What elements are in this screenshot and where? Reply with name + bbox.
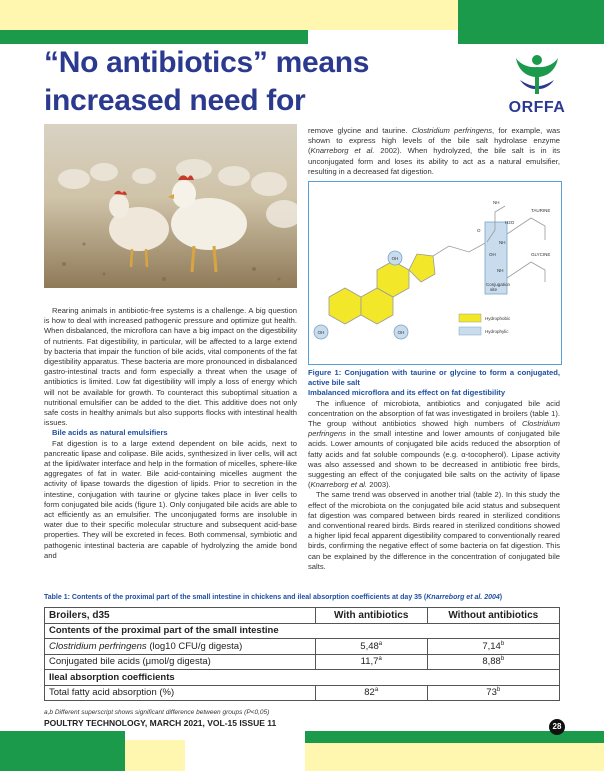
value: 7,14 [482, 640, 501, 652]
value-cell [315, 639, 427, 655]
species-name: Clostridium perfringens [411, 126, 493, 135]
oh-label: OH [397, 330, 405, 335]
table-row [45, 639, 560, 655]
table-section-row [45, 670, 560, 686]
nh-label: NH [493, 200, 500, 205]
o-label: O [477, 228, 481, 233]
bile-acids-paragraph: Fat digestion is to a large extend dependent on bile acids, next to pancreatic lipase and colipase. Bile acids, synthesized in liver cells, will act at the lipid/water interface and help in the formation of micelles, sphere-like aggregates of fat in water. Bile acid-containing micelles augment the activity of lipase towards the digestion of lipids. Prior to secretion in the intestine, conjugation with taurine or glycine takes place in liver cells to form conjugated bile acids (figure 1). Only conjugated bile acids are able to act efficiently as an emulsifier. The unconjugated forms are insoluble in water due to their specific molecular structure and subsequent acid-base properties. They will be excreted in feces. Both commensal, symbiotic and pathogenic intestinal bacteria are capable of hydrolyzing the amide bond and [44, 438, 297, 560]
superscript: a [378, 640, 383, 647]
superscript: b [496, 687, 501, 694]
bottom-yellow-band-left [125, 740, 185, 771]
site-label: site [490, 287, 498, 292]
table-caption [44, 594, 560, 601]
microflora-paragraph [308, 399, 560, 491]
text-span: remove glycine and taurine. [308, 126, 412, 135]
superscript: b [500, 656, 505, 663]
journal-footer: POULTRY TECHNOLOGY, MARCH 2021, VOL-15 ISSUE 11 [44, 718, 277, 728]
value: 5,48 [360, 640, 379, 652]
person-leaf-logo-icon [514, 52, 560, 96]
top-green-band-left [0, 30, 308, 44]
table-section-row [45, 623, 560, 639]
citation-author: Knarreborg et al. [310, 146, 375, 156]
legend-swatch-hydrophylic [459, 327, 481, 335]
row-label: Conjugated bile acids (μmol/g digesta) [45, 654, 316, 670]
conjugation-label: Conjugation [486, 282, 511, 287]
table-footnote: a,b Different superscript shows significant difference between groups (P<0,05) [44, 709, 270, 716]
oh-label: OH [317, 330, 325, 335]
species-name: Clostridium perfringens [49, 640, 147, 652]
glycine-label: GLYCINE [531, 252, 551, 257]
caption-citation: Knarreborg et al. 2004 [426, 594, 500, 601]
species-name: Clostridium perfringens [308, 419, 560, 439]
intro-paragraph: Rearing animals in antibiotic-free systems is a challenge. A big question is how to deal with increased pathogenic pressure and optimize gut health. When disbalanced, the microflora can have a big impact on the digestibility of nutrients. Fat digestibility, in particular, will be affected to a large extend by bacteria that impair the function of bile acids, vital components of the fat digestibility apparatus. These bacteria are more pronounced in disbalanced gastro-intestinal tracts and form especially a threat when the usage of antibiotics is limited. Low fat digestibility will imply a loss of energy which will not be available for growth. To counteract this suboptimal situation a nutritional emulsifier can be added to the diet. This additive does not only safe costs in healthy animals but also supports flocks with intestinal health issues. [44, 306, 297, 428]
oh-label: OH [391, 256, 399, 261]
second-trial-paragraph: The same trend was observed in another trial (table 2). In this study the effect of the microbiota on the conjugated bile acid status and subsequent fat digestion was compared between birds reared in sterilized conditions and conventional reared birds. Birds reared in sterilized conditions showed a higher lipid fecal apparent digestibility compared to conventionally reared birds, confirming the negative effect of some bacteria on fat digestion. This can be explained by the difference in the concentration of conjugated bile salts. [308, 490, 560, 571]
row-label [45, 639, 316, 655]
value-cell [427, 685, 559, 701]
value-cell [315, 685, 427, 701]
right-column-text [308, 368, 560, 572]
row-label: Total fatty acid absorption (%) [45, 685, 316, 701]
text-span: (log10 CFU/g digesta) [146, 640, 243, 652]
text-span: The influence of microbiota, antibiotics and conjugated bile acid concentration on the absorption of fat was investigated in broilers (table 1). The group without antibiotics showed high numbers of [308, 398, 560, 429]
top-green-band-right [458, 0, 604, 44]
header-cell: With antibiotics [315, 608, 427, 624]
section-cell: Contents of the proximal part of the small intestine [45, 623, 560, 639]
taurine-label: TAURINE [531, 208, 551, 213]
section-cell: Ileal absorption coefficients [45, 670, 560, 686]
superscript: a [378, 656, 382, 663]
article-title: “No antibiotics” means increased need for [44, 46, 370, 117]
value: 82 [364, 687, 375, 699]
text-span: in the small intestine and lower amounts of conjugated bile acids. Lower amounts of conjugated bile acids reduced the absorption of fatty acids and fat soluble compounds (e.g. α-tocopherol). Lipase activity was also assessed and shown to be decreased in antibiotic free birds, suggesting an effect of the conjugated bile salts on the activity of lipase ( [308, 429, 560, 490]
legend-hydrophobic: Hydrophobic [485, 316, 511, 321]
text-span: 2003). [367, 480, 391, 490]
superscript: b [500, 640, 505, 647]
figure-caption: Figure 1: Conjugation with taurine or glycine to form a conjugated, active bile salt [308, 368, 560, 388]
caption-text: ) [499, 594, 503, 601]
text-span: , for example, was shown to express high levels of the bile salt hydrolase enzyme ( [308, 126, 560, 156]
section-heading-bile-acids: Bile acids as natural emulsifiers [52, 428, 168, 438]
bottom-green-band-left [0, 731, 125, 771]
chicken-photo [44, 124, 297, 288]
value-cell [427, 639, 559, 655]
text-span: 2002). When hydrolyzed, the bile salt is in its unconjugated form and loses its ability to act as a natural emulsifier, resulting in a decreased fat digestion. [308, 146, 560, 176]
steroid-ring-d [409, 254, 435, 282]
table-row [45, 654, 560, 670]
table-header-row [45, 608, 560, 624]
left-column-text [44, 306, 297, 561]
header-cell: Without antibiotics [427, 608, 559, 624]
value-cell [315, 654, 427, 670]
nh2-label: NH [499, 240, 506, 245]
oh-label: OH [489, 252, 496, 257]
superscript: a [374, 687, 379, 694]
figure-bile-conjugation [308, 181, 562, 365]
results-table [44, 607, 560, 701]
section-heading-microflora: Imbalanced microflora and its effect on fat digestibility [308, 388, 506, 398]
value-cell [427, 654, 559, 670]
logo-text: ORFFA [508, 99, 566, 116]
legend-hydrophylic: Hydrophylic [485, 329, 509, 334]
caption-text: Table 1: Contents of the proximal part of the small intestine in chickens and ileal absorption coefficients at day 35 ( [44, 594, 427, 601]
table-row [45, 685, 560, 701]
value: 8,88 [482, 656, 501, 668]
value: 11,7 [360, 656, 379, 668]
value: 73 [486, 687, 497, 699]
orffa-logo [494, 52, 580, 118]
h2o-label: H2O [505, 220, 515, 225]
nh-label: NH [497, 268, 504, 273]
page-number: 28 [549, 719, 565, 735]
header-cell: Broilers, d35 [45, 608, 316, 624]
steroid-ring-a [329, 288, 361, 324]
legend-swatch-hydrophobic [459, 314, 481, 322]
right-column-top-text [308, 126, 560, 177]
citation-author: Knarreborg et al. [310, 480, 368, 490]
bottom-yellow-band-right [305, 743, 604, 771]
